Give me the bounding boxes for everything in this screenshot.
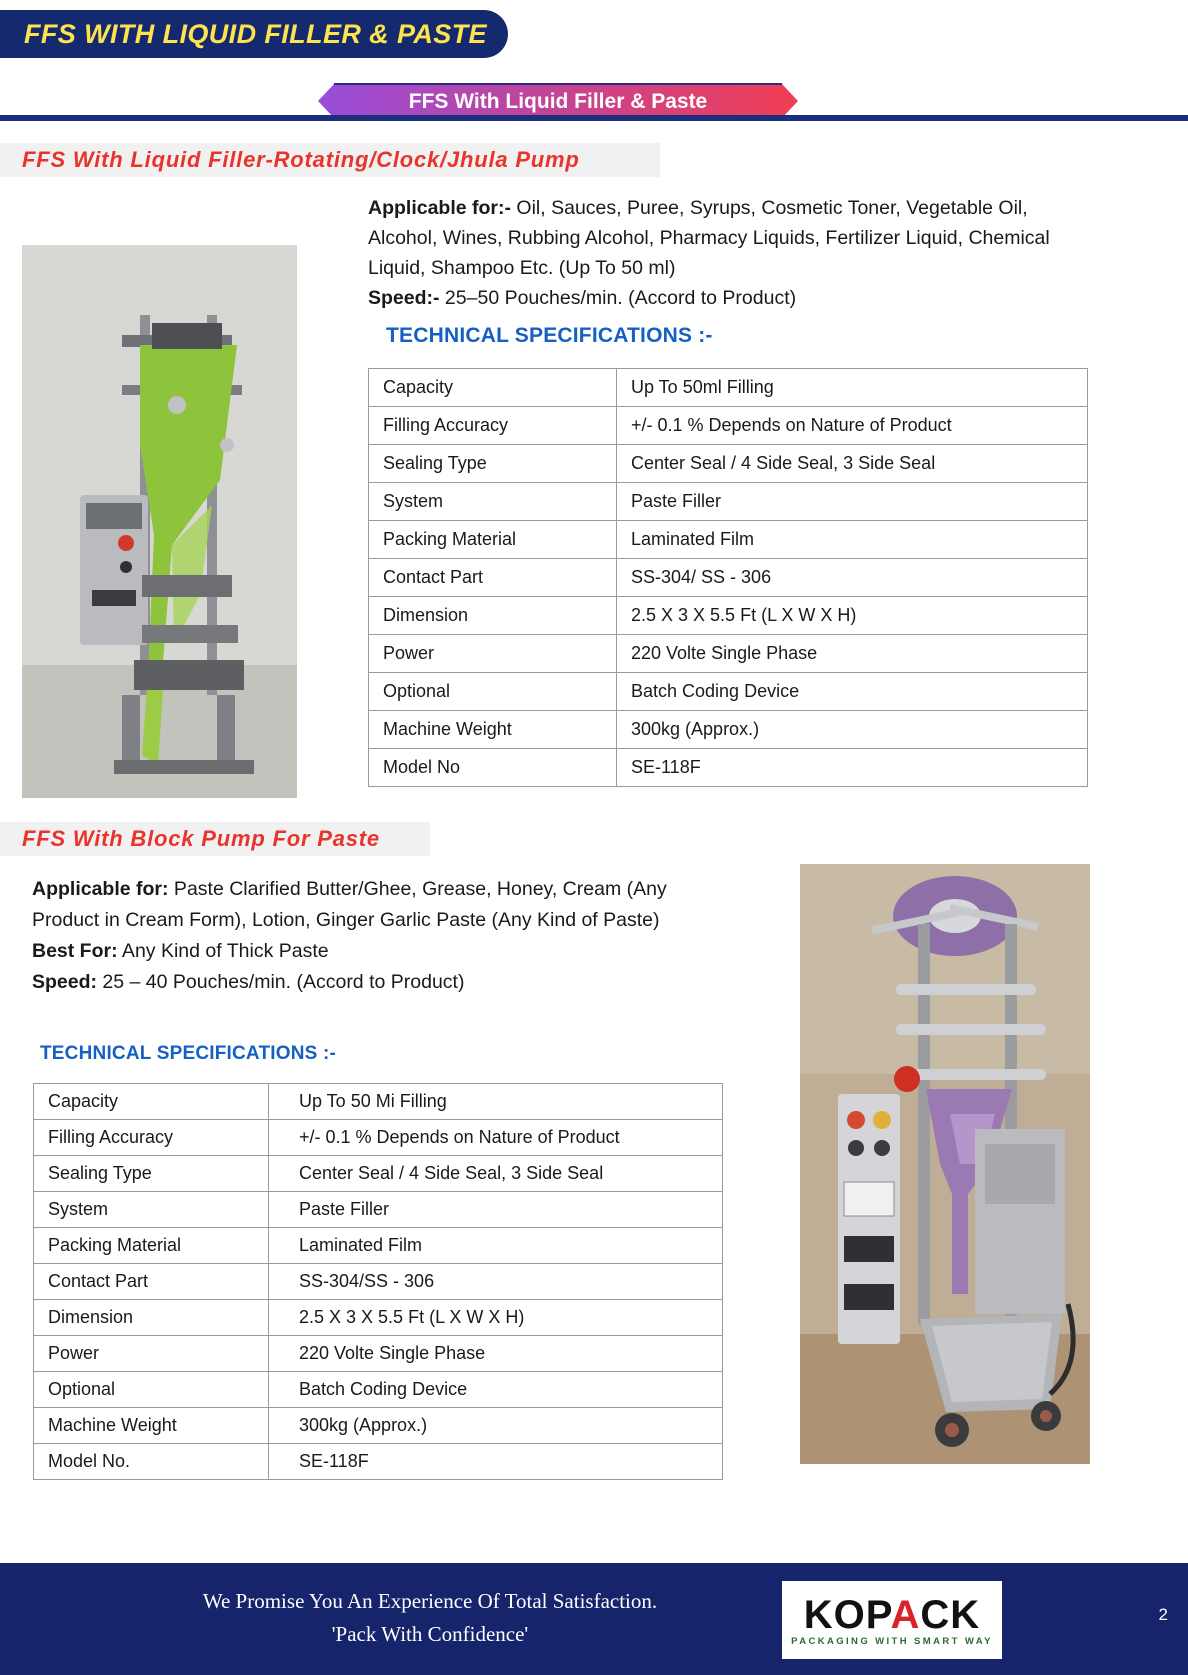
table-row bbox=[34, 1336, 723, 1372]
spec-key: Optional bbox=[369, 673, 617, 711]
ribbon-title-text: FFS With Liquid Filler & Paste bbox=[408, 89, 708, 113]
spec-key: Contact Part bbox=[369, 559, 617, 597]
table-row bbox=[369, 673, 1088, 711]
section2-spec-table bbox=[33, 1083, 723, 1480]
spec-key: Sealing Type bbox=[34, 1156, 269, 1192]
section2-description bbox=[32, 874, 732, 998]
section2-heading-tag bbox=[0, 822, 430, 856]
spec-value: 2.5 X 3 X 5.5 Ft (L X W X H) bbox=[617, 597, 1088, 635]
footer-line-2: 'Pack With Confidence' bbox=[331, 1622, 529, 1646]
table-row bbox=[369, 559, 1088, 597]
spec-key: Contact Part bbox=[34, 1264, 269, 1300]
spec-key: System bbox=[34, 1192, 269, 1228]
logo-tagline: PACKAGING WITH SMART WAY bbox=[791, 1635, 993, 1647]
table-row bbox=[369, 445, 1088, 483]
spec-value: 2.5 X 3 X 5.5 Ft (L X W X H) bbox=[269, 1300, 723, 1336]
logo-wordmark bbox=[804, 1594, 980, 1636]
table-row bbox=[369, 483, 1088, 521]
logo-text-left: KOP bbox=[803, 1592, 891, 1637]
spec-key: Power bbox=[34, 1336, 269, 1372]
spec-value: SS-304/SS - 306 bbox=[269, 1264, 723, 1300]
spec-value: Center Seal / 4 Side Seal, 3 Side Seal bbox=[617, 445, 1088, 483]
spec-key: Power bbox=[369, 635, 617, 673]
table-row bbox=[34, 1372, 723, 1408]
spec-value: Batch Coding Device bbox=[269, 1372, 723, 1408]
spec-key: Dimension bbox=[369, 597, 617, 635]
section1-spec-table bbox=[368, 368, 1088, 787]
section2-best-text: Any Kind of Thick Paste bbox=[117, 940, 329, 962]
section1-speed-label: Speed:- bbox=[368, 287, 440, 309]
spec-value: 300kg (Approx.) bbox=[617, 711, 1088, 749]
spec-key: Optional bbox=[34, 1372, 269, 1408]
spec-key: System bbox=[369, 483, 617, 521]
table-row bbox=[34, 1444, 723, 1480]
spec-key: Dimension bbox=[34, 1300, 269, 1336]
spec-key: Capacity bbox=[369, 369, 617, 407]
section2-machine-image bbox=[800, 864, 1090, 1464]
section1-applicable-label: Applicable for:- bbox=[368, 197, 512, 219]
section1-applicable-text: Oil, Sauces, Puree, Syrups, Cosmetic Toner, Vegetable Oil, Alcohol, Wines, Rubbing Alcohol, Pharmacy Liquids, Fertilizer Liquid, Chemical Liquid, Shampoo Etc. (Up To 50 ml) bbox=[368, 197, 1050, 279]
section2-tech-heading: TECHNICAL SPECIFICATIONS :- bbox=[40, 1043, 337, 1064]
section2-applicable-text: Paste Clarified Butter/Ghee, Grease, Honey, Cream (Any Product in Cream Form), Lotion, Ginger Garlic Paste (Any Kind of Paste) bbox=[32, 878, 667, 931]
section1-heading-tag bbox=[0, 143, 660, 177]
section2-speed-text: 25 – 40 Pouches/min. (Accord to Product) bbox=[97, 971, 465, 993]
spec-value: 220 Volte Single Phase bbox=[617, 635, 1088, 673]
section1-description bbox=[368, 193, 1098, 313]
company-logo bbox=[782, 1581, 1002, 1659]
logo-text-accent: A bbox=[890, 1592, 921, 1637]
table-row bbox=[34, 1120, 723, 1156]
table-row bbox=[369, 521, 1088, 559]
spec-value: Laminated Film bbox=[269, 1228, 723, 1264]
header-title-text: FFS WITH LIQUID FILLER & PASTE bbox=[24, 18, 487, 49]
section1-speed-text: 25–50 Pouches/min. (Accord to Product) bbox=[439, 287, 797, 309]
footer-tagline bbox=[0, 1585, 860, 1651]
page-footer bbox=[0, 1563, 1188, 1675]
spec-value: Center Seal / 4 Side Seal, 3 Side Seal bbox=[269, 1156, 723, 1192]
section2-applicable-label: Applicable for: bbox=[32, 878, 169, 900]
section1-machine-image bbox=[22, 245, 297, 798]
page-number: 2 bbox=[1158, 1605, 1168, 1624]
page-header bbox=[0, 0, 1188, 58]
spec-value: SS-304/ SS - 306 bbox=[617, 559, 1088, 597]
table-row bbox=[34, 1408, 723, 1444]
section2-speed-label: Speed: bbox=[32, 971, 98, 993]
section2-best-label: Best For: bbox=[32, 940, 118, 962]
spec-value: Up To 50ml Filling bbox=[617, 369, 1088, 407]
table-row bbox=[369, 711, 1088, 749]
spec-key: Filling Accuracy bbox=[34, 1120, 269, 1156]
section2-heading-text: FFS With Block Pump For Paste bbox=[22, 826, 380, 851]
spec-key: Machine Weight bbox=[369, 711, 617, 749]
spec-value: Laminated Film bbox=[617, 521, 1088, 559]
spec-key: Machine Weight bbox=[34, 1408, 269, 1444]
table-row bbox=[34, 1228, 723, 1264]
spec-value: 220 Volte Single Phase bbox=[269, 1336, 723, 1372]
spec-key: Filling Accuracy bbox=[369, 407, 617, 445]
ribbon-left-arrow bbox=[318, 83, 335, 119]
spec-key: Packing Material bbox=[34, 1228, 269, 1264]
ribbon-right-arrow bbox=[781, 83, 798, 119]
footer-line-1: We Promise You An Experience Of Total Satisfaction. bbox=[202, 1589, 658, 1613]
spec-key: Model No bbox=[369, 749, 617, 787]
logo-text-right: CK bbox=[920, 1592, 981, 1637]
header-divider bbox=[0, 115, 1188, 121]
spec-value: SE-118F bbox=[617, 749, 1088, 787]
spec-value: SE-118F bbox=[269, 1444, 723, 1480]
spec-value: 300kg (Approx.) bbox=[269, 1408, 723, 1444]
spec-key: Sealing Type bbox=[369, 445, 617, 483]
table-row bbox=[34, 1084, 723, 1120]
spec-value: Batch Coding Device bbox=[617, 673, 1088, 711]
spec-key: Capacity bbox=[34, 1084, 269, 1120]
table-row bbox=[34, 1192, 723, 1228]
spec-value: +/- 0.1 % Depends on Nature of Product bbox=[269, 1120, 723, 1156]
table-row bbox=[369, 635, 1088, 673]
table-row bbox=[34, 1300, 723, 1336]
table-row bbox=[369, 749, 1088, 787]
table-row bbox=[34, 1156, 723, 1192]
spec-key: Packing Material bbox=[369, 521, 617, 559]
spec-value: Paste Filler bbox=[269, 1192, 723, 1228]
spec-value: Up To 50 Mi Filling bbox=[269, 1084, 723, 1120]
table-row bbox=[369, 597, 1088, 635]
machine-illustration-1 bbox=[22, 245, 297, 798]
table-row bbox=[34, 1264, 723, 1300]
table-row bbox=[369, 407, 1088, 445]
spec-key: Model No. bbox=[34, 1444, 269, 1480]
section1-tech-heading: TECHNICAL SPECIFICATIONS :- bbox=[386, 324, 713, 347]
spec-value: +/- 0.1 % Depends on Nature of Product bbox=[617, 407, 1088, 445]
machine-illustration-2 bbox=[800, 864, 1090, 1464]
header-title-pill bbox=[0, 10, 508, 58]
spec-value: Paste Filler bbox=[617, 483, 1088, 521]
section1-heading-text: FFS With Liquid Filler-Rotating/Clock/Jhula Pump bbox=[22, 147, 580, 172]
table-row bbox=[369, 369, 1088, 407]
